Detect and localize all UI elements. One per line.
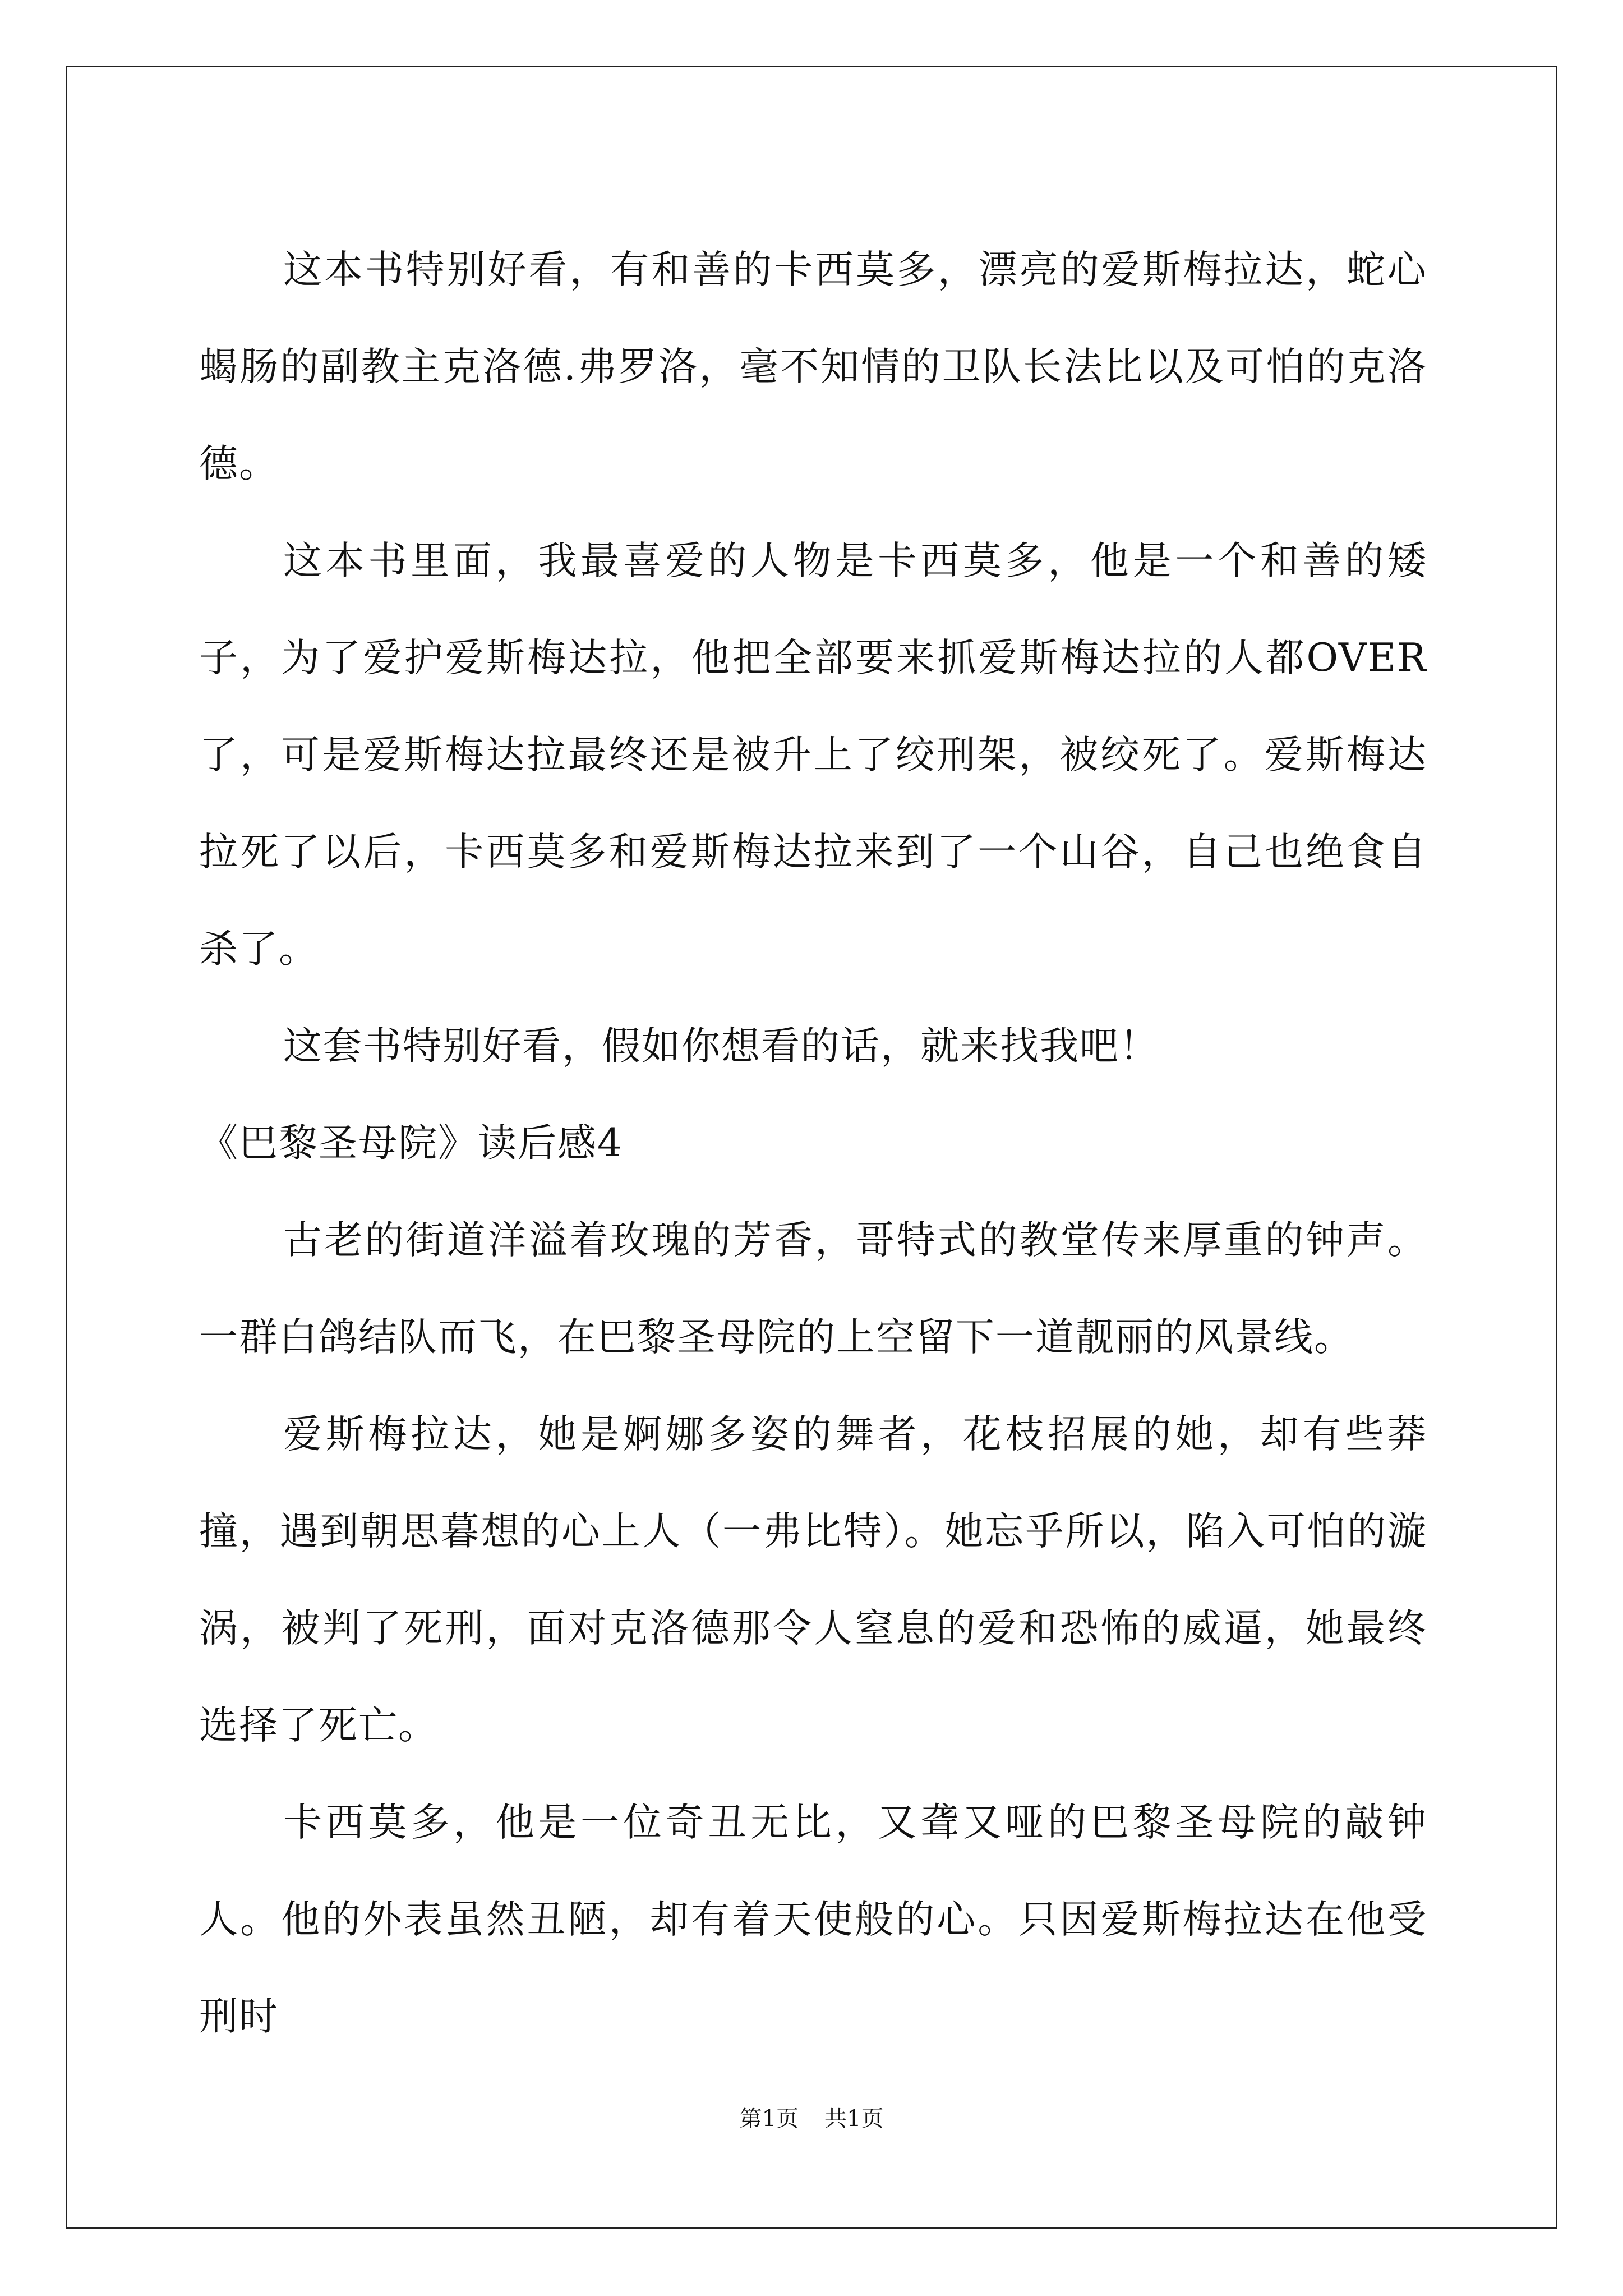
paragraph-6: 卡西莫多，他是一位奇丑无比，又聋又哑的巴黎圣母院的敲钟人。他的外表虽然丑陋，却有着天使般的心。只因爱斯梅拉达在他受刑时 [199, 1800, 1427, 2039]
paragraph-5: 爱斯梅拉达，她是婀娜多姿的舞者，花枝招展的她，却有些莽撞，遇到朝思暮想的心上人（一弗比特）。她忘乎所以，陷入可怕的漩涡，被判了死刑，面对克洛德那令人窒息的爱和恐怖的威逼，她最终选择了死亡。 [199, 1412, 1427, 1748]
document-body [199, 222, 1427, 2065]
paragraph-2: 这本书里面，我最喜爱的人物是卡西莫多，他是一个和善的矮子，为了爱护爱斯梅达拉，他把全部要来抓爱斯梅达拉的人都OVER了，可是爱斯梅达拉最终还是被升上了绞刑架，被绞死了。爱斯梅达拉死了以后，卡西莫多和爱斯梅达拉来到了一个山谷，自己也绝食自杀了。 [199, 539, 1427, 972]
paragraph-4: 古老的街道洋溢着玫瑰的芳香，哥特式的教堂传来厚重的钟声。一群白鸽结队而飞，在巴黎圣母院的上空留下一道靓丽的风景线。 [199, 1218, 1427, 1360]
page-footer [0, 2101, 1623, 2133]
section-heading: 《巴黎圣母院》读后感4 [199, 1121, 623, 1166]
paragraph-1: 这本书特别好看，有和善的卡西莫多，漂亮的爱斯梅拉达，蛇心蝎肠的副教主克洛德.弗罗洛，毫不知情的卫队长法比以及可怕的克洛德。 [199, 247, 1427, 486]
page-number: 第1页 [739, 2106, 799, 2132]
page-total: 共1页 [824, 2106, 884, 2132]
paragraph-3: 这套书特别好看，假如你想看的话，就来找我吧！ [283, 1024, 1159, 1069]
